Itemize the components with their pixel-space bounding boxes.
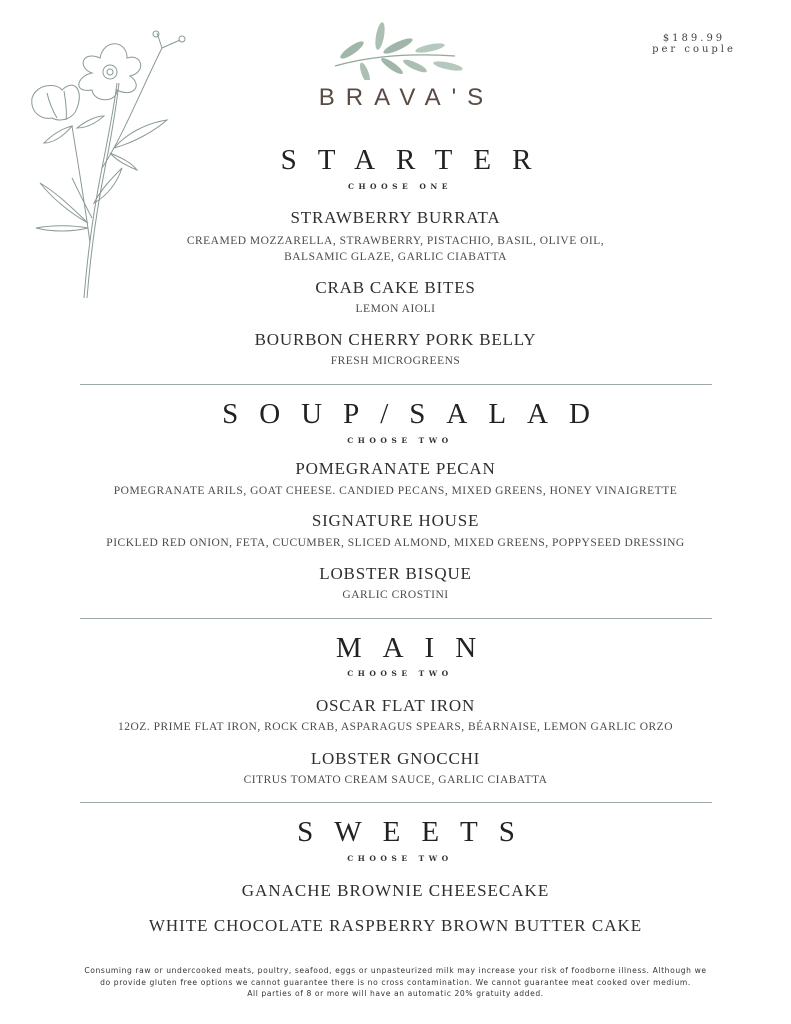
menu-item-desc: BALSAMIC GLAZE, GARLIC CIABATTA (284, 251, 507, 263)
menu-item-desc: LEMON AIOLI (355, 303, 436, 315)
price-tag (630, 33, 758, 55)
menu-item-name: LOBSTER GNOCCHI (310, 749, 481, 768)
menu-item-name: SIGNATURE HOUSE (311, 511, 480, 530)
footer-disclaimer (0, 965, 791, 1000)
section-title-starter: STARTER (280, 144, 553, 176)
menu-item-name: BOURBON CHERRY PORK BELLY (254, 330, 537, 349)
menu-item-name: LOBSTER BISQUE (319, 564, 472, 583)
menu-item-name: WHITE CHOCOLATE RASPBERRY BROWN BUTTER CAKE (148, 916, 643, 935)
menu-item-desc: FRESH MICROGREENS (330, 355, 461, 367)
menu-item-name: STRAWBERRY BURRATA (290, 208, 501, 227)
section-title-sweets: SWEETS (297, 816, 536, 848)
section-divider (80, 384, 712, 385)
menu-item-desc: PICKLED RED ONION, FETA, CUCUMBER, SLICED ALMOND, MIXED GREENS, POPPYSEED DRESSING (106, 537, 685, 549)
menu-item-name: OSCAR FLAT IRON (315, 696, 476, 715)
olive-branch-icon (320, 18, 470, 80)
menu-item-name: POMEGRANATE PECAN (295, 459, 496, 478)
menu-item-desc: POMEGRANATE ARILS, GOAT CHEESE. CANDIED PECANS, MIXED GREENS, HONEY VINAIGRETTE (113, 485, 678, 497)
section-title-main: MAIN (335, 632, 498, 664)
disclaimer-line: Consuming raw or undercooked meats, poultry, seafood, eggs or unpasteurized milk may increase your risk of foodborne illness. Although we (84, 966, 707, 975)
menu-item-desc: GARLIC CROSTINI (342, 589, 449, 601)
menu-item-desc: CITRUS TOMATO CREAM SAUCE, GARLIC CIABATTA (243, 774, 548, 786)
menu-item-name: CRAB CAKE BITES (315, 278, 476, 297)
section-instruction-main: CHOOSE TWO (347, 669, 453, 678)
section-instruction-starter: CHOOSE ONE (348, 182, 452, 191)
section-divider (80, 802, 712, 803)
disclaimer-line: do provide gluten free options we cannot guarantee there is no cross contamination. We cannot guarantee meat cooked over medium. (100, 977, 691, 987)
menu-item-name: GANACHE BROWNIE CHEESECAKE (241, 881, 550, 900)
menu-item-desc: 12OZ. PRIME FLAT IRON, ROCK CRAB, ASPARAGUS SPEARS, BÉARNAISE, LEMON GARLIC ORZO (117, 721, 674, 733)
section-title-soup-salad: SOUP/SALAD (222, 398, 611, 430)
disclaimer-line: All parties of 8 or more will have an automatic 20% gratuity added. (247, 989, 544, 998)
section-instruction-sweets: CHOOSE TWO (347, 854, 453, 863)
menu-item-desc: CREAMED MOZZARELLA, STRAWBERRY, PISTACHIO, BASIL, OLIVE OIL, (186, 235, 605, 247)
section-divider (80, 618, 712, 619)
brand-name: BRAVA'S (318, 84, 495, 111)
price-amount: $189.99 (662, 33, 726, 44)
section-instruction-soup-salad: CHOOSE TWO (347, 436, 453, 445)
price-unit: per couple (652, 44, 736, 55)
